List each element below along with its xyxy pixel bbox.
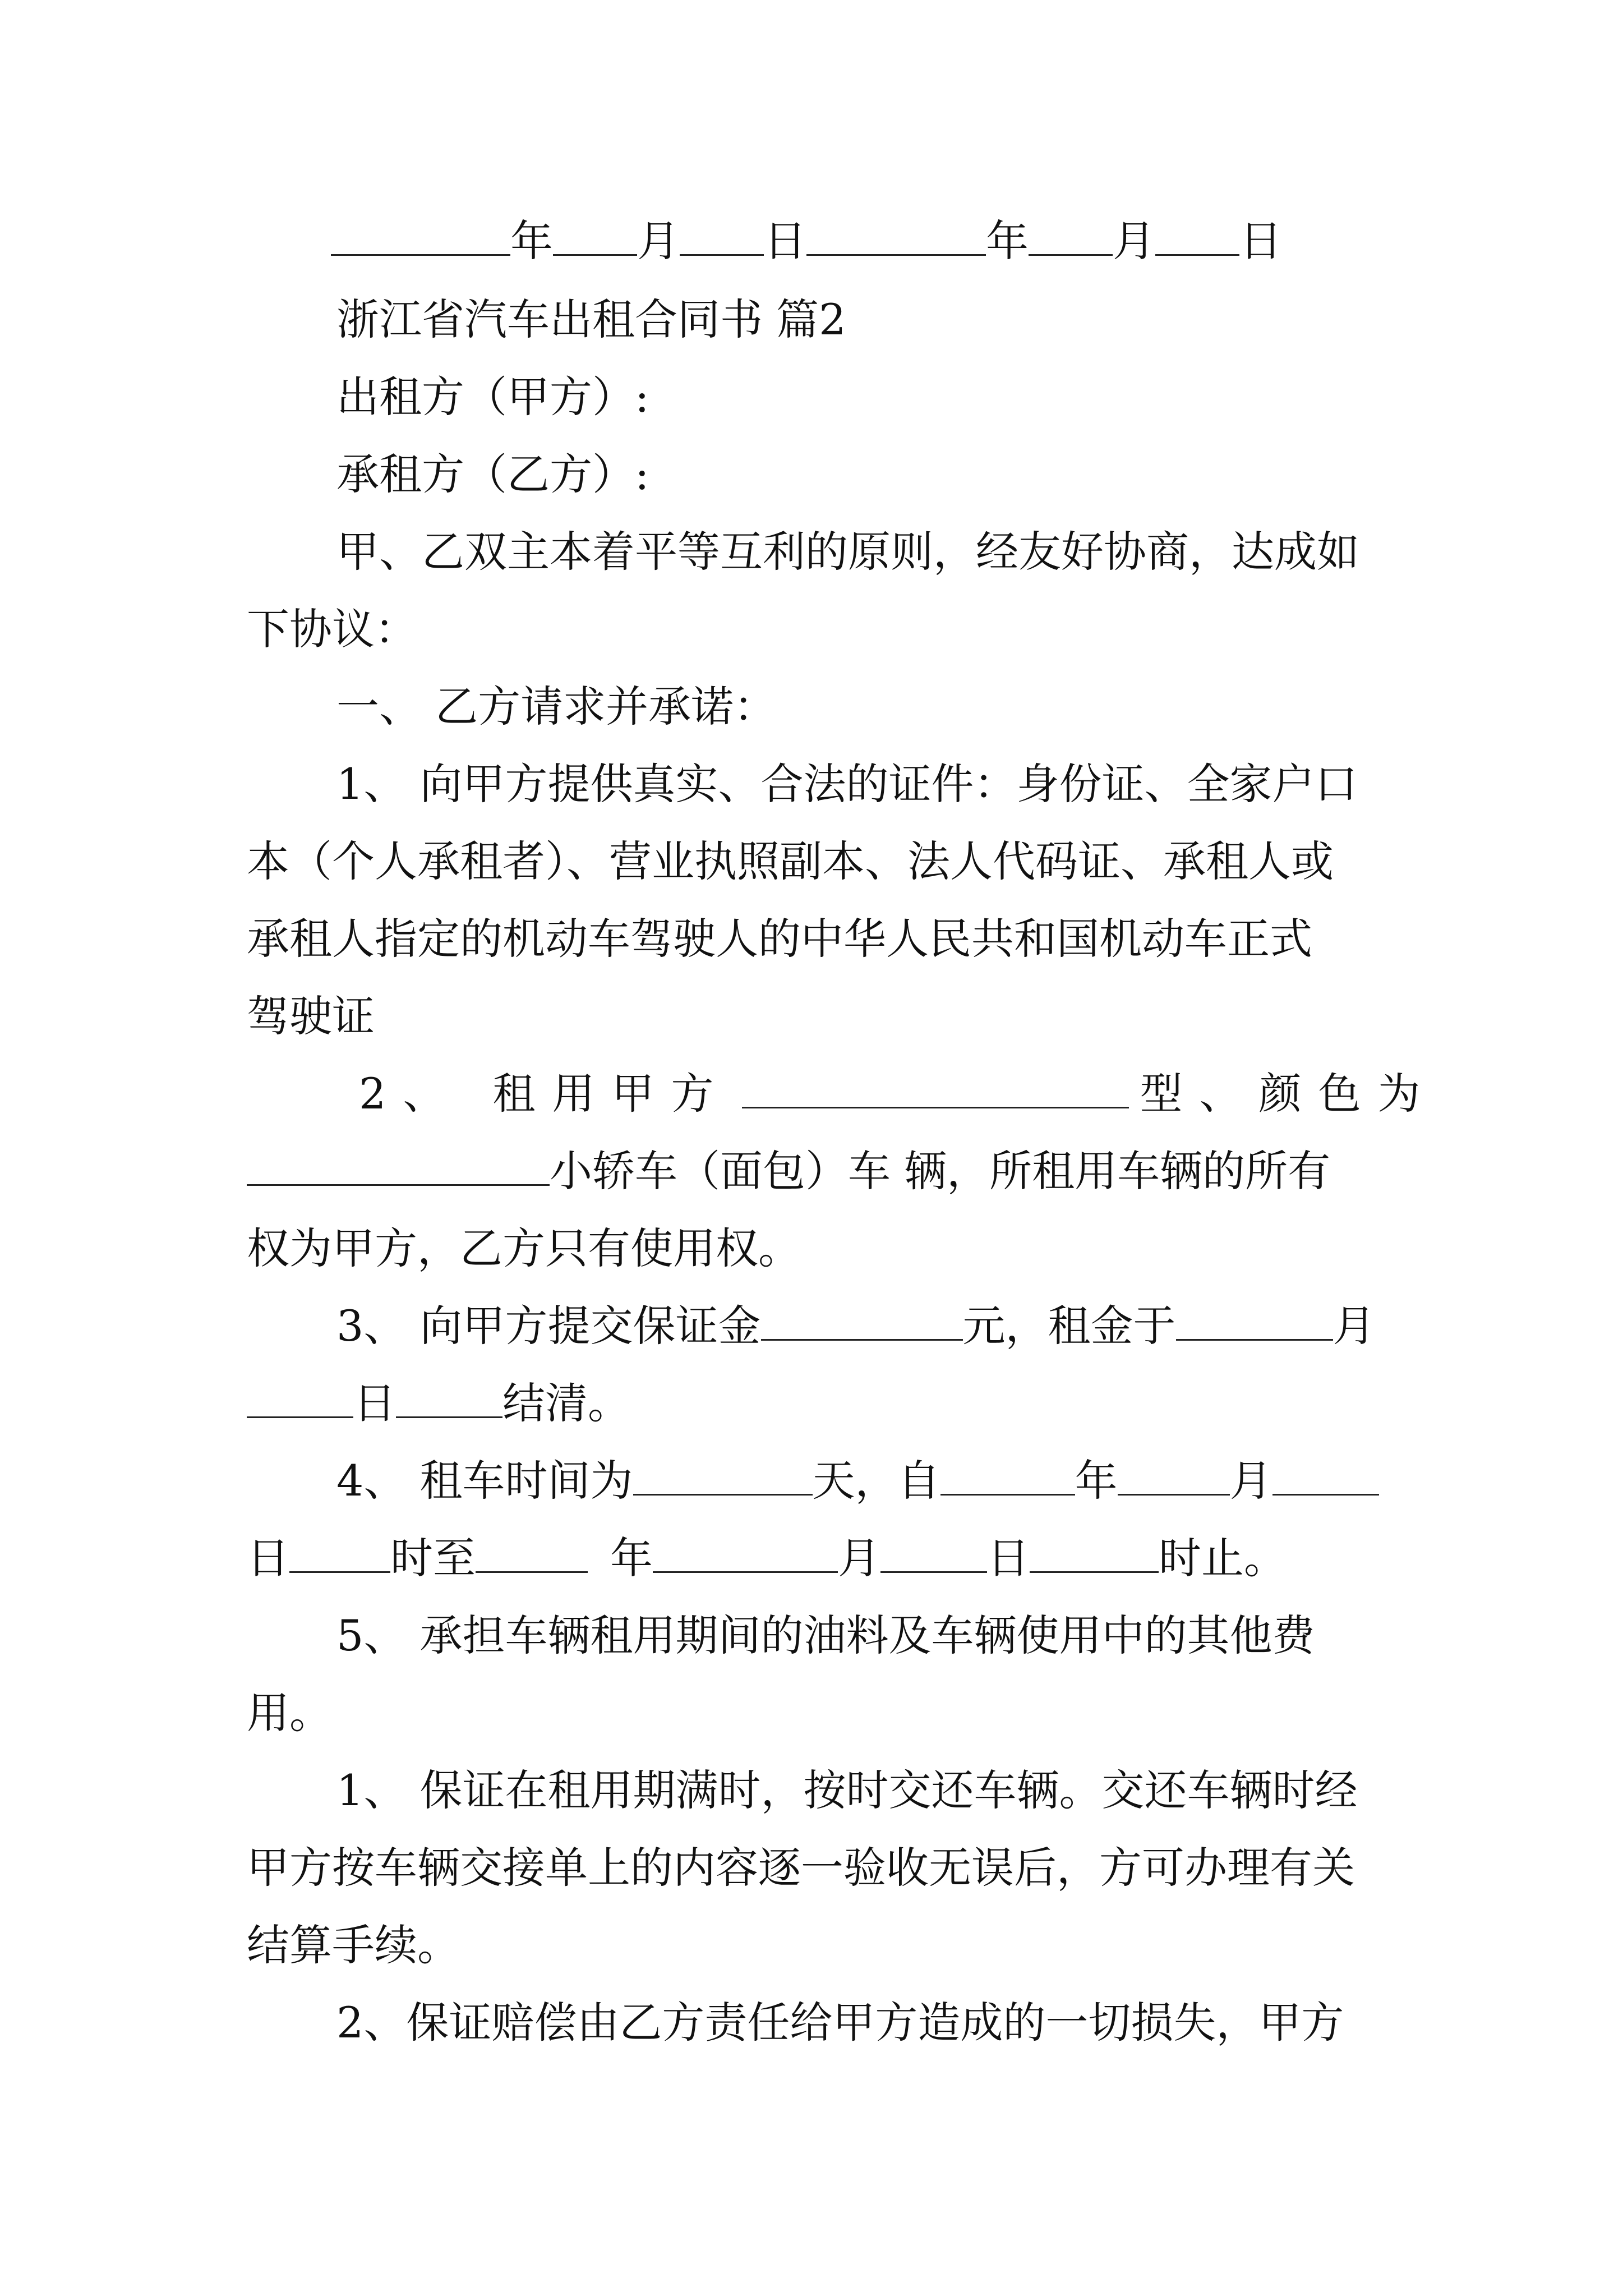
- item-1-line-3: 承租人指定的机动车驾驶人的中华人民共和国机动车正式: [247, 914, 1312, 964]
- item-2-line-1: [359, 1066, 1497, 1122]
- item-4-text-c: 年: [1075, 1456, 1118, 1506]
- day-label-2: 日: [1239, 216, 1282, 266]
- item-3-text-e: 结清。: [502, 1378, 630, 1428]
- item-4-text-g: 年: [610, 1533, 653, 1583]
- year-blank-1: [331, 215, 510, 256]
- vehicle-model-blank: [742, 1068, 1129, 1108]
- item-3-text-b: 元，租金于: [962, 1301, 1176, 1351]
- guarantee-1-line-2: 甲方按车辆交接单上的内容逐一验收无误后，方可办理有关: [247, 1843, 1355, 1893]
- lessee-label: 承租方（乙方）:: [336, 449, 649, 499]
- days-blank: [633, 1455, 813, 1496]
- vehicle-color-blank: [247, 1145, 550, 1186]
- end-month-blank: [653, 1532, 838, 1573]
- start-month-blank: [1118, 1455, 1230, 1496]
- rent-day-blank-2: [396, 1377, 502, 1418]
- item-4-line-2: [247, 1530, 1385, 1586]
- intro-line-1: 甲、乙双主本着平等互利的原则，经友好协商，达成如: [336, 527, 1359, 577]
- date-line: [331, 213, 1469, 269]
- item-1-line-1: 1、 向甲方提供真实、合法的证件：身份证、全家户口: [336, 759, 1358, 809]
- item-4-text-i: 日: [987, 1533, 1030, 1583]
- item-2-text-c: 小轿车（面包）车 辆，所租用车辆的所有: [550, 1146, 1331, 1196]
- start-year-blank: [940, 1455, 1075, 1496]
- item-5-line-2: 用。: [247, 1688, 332, 1738]
- month-label-1: 月: [637, 216, 680, 266]
- day-blank-2: [1155, 215, 1239, 256]
- item-3-text-d: 日: [353, 1378, 396, 1428]
- start-hour-blank: [289, 1532, 390, 1573]
- end-year-blank: [476, 1532, 588, 1573]
- item-2-line-2: [247, 1143, 1385, 1199]
- rent-month-blank: [1176, 1300, 1333, 1341]
- item-1-line-2: 本（个人承租者）、营业执照副本、法人代码证、承租人或: [247, 836, 1334, 886]
- item-2-line-3: 权为甲方，乙方只有使用权。: [247, 1223, 801, 1273]
- item-4-text-d: 月: [1229, 1456, 1272, 1506]
- guarantee-1-line-1: 1、 保证在租用期满时，按时交还车辆。交还车辆时经: [336, 1765, 1358, 1815]
- month-label-2: 月: [1113, 216, 1155, 266]
- year-blank-2: [806, 215, 986, 256]
- item-3-line-2: [247, 1375, 1385, 1432]
- lessor-label: 出租方（甲方）:: [336, 372, 649, 422]
- item-2-text-b: 型、颜色为: [1140, 1069, 1437, 1119]
- day-blank-1: [680, 215, 764, 256]
- item-4-text-e: 日: [247, 1533, 289, 1583]
- guarantee-2-line-1: 2、保证赔偿由乙方责任给甲方造成的一切损失，甲方: [336, 1998, 1344, 2047]
- item-3-line-1: [336, 1298, 1385, 1354]
- intro-line-2: 下协议：: [247, 604, 417, 654]
- item-4-text-b: 天，自: [812, 1456, 940, 1506]
- item-3-text-c: 月: [1332, 1301, 1376, 1351]
- item-4-text-a: 4、 租车时间为: [336, 1456, 633, 1506]
- item-5-line-1: 5、 承担车辆租用期间的油料及车辆使用中的其他费: [336, 1611, 1315, 1660]
- end-hour-blank: [1030, 1532, 1159, 1573]
- item-1-line-4: 驾驶证: [247, 991, 375, 1041]
- deposit-blank: [761, 1300, 963, 1341]
- year-label-2: 年: [986, 216, 1029, 266]
- rent-day-blank-1: [247, 1377, 353, 1418]
- item-4-text-h: 月: [838, 1533, 880, 1583]
- start-day-blank: [1272, 1455, 1379, 1496]
- day-label-1: 日: [764, 216, 806, 266]
- month-blank-2: [1029, 215, 1113, 256]
- month-blank-1: [553, 215, 637, 256]
- section-1-heading: 一、 乙方请求并承诺：: [336, 682, 777, 731]
- guarantee-1-line-3: 结算手续。: [247, 1920, 460, 1970]
- contract-title: 浙江省汽车出租合同书 篇2: [336, 295, 846, 344]
- item-4-text-f: 时至: [390, 1533, 476, 1583]
- item-4-line-1: [336, 1453, 1385, 1509]
- item-2-text-a: 2、 租用甲方: [359, 1069, 731, 1119]
- item-4-text-j: 时止。: [1159, 1533, 1287, 1583]
- end-day-blank: [880, 1532, 987, 1573]
- item-3-text-a: 3、 向甲方提交保证金: [336, 1301, 761, 1351]
- year-label-1: 年: [510, 216, 553, 266]
